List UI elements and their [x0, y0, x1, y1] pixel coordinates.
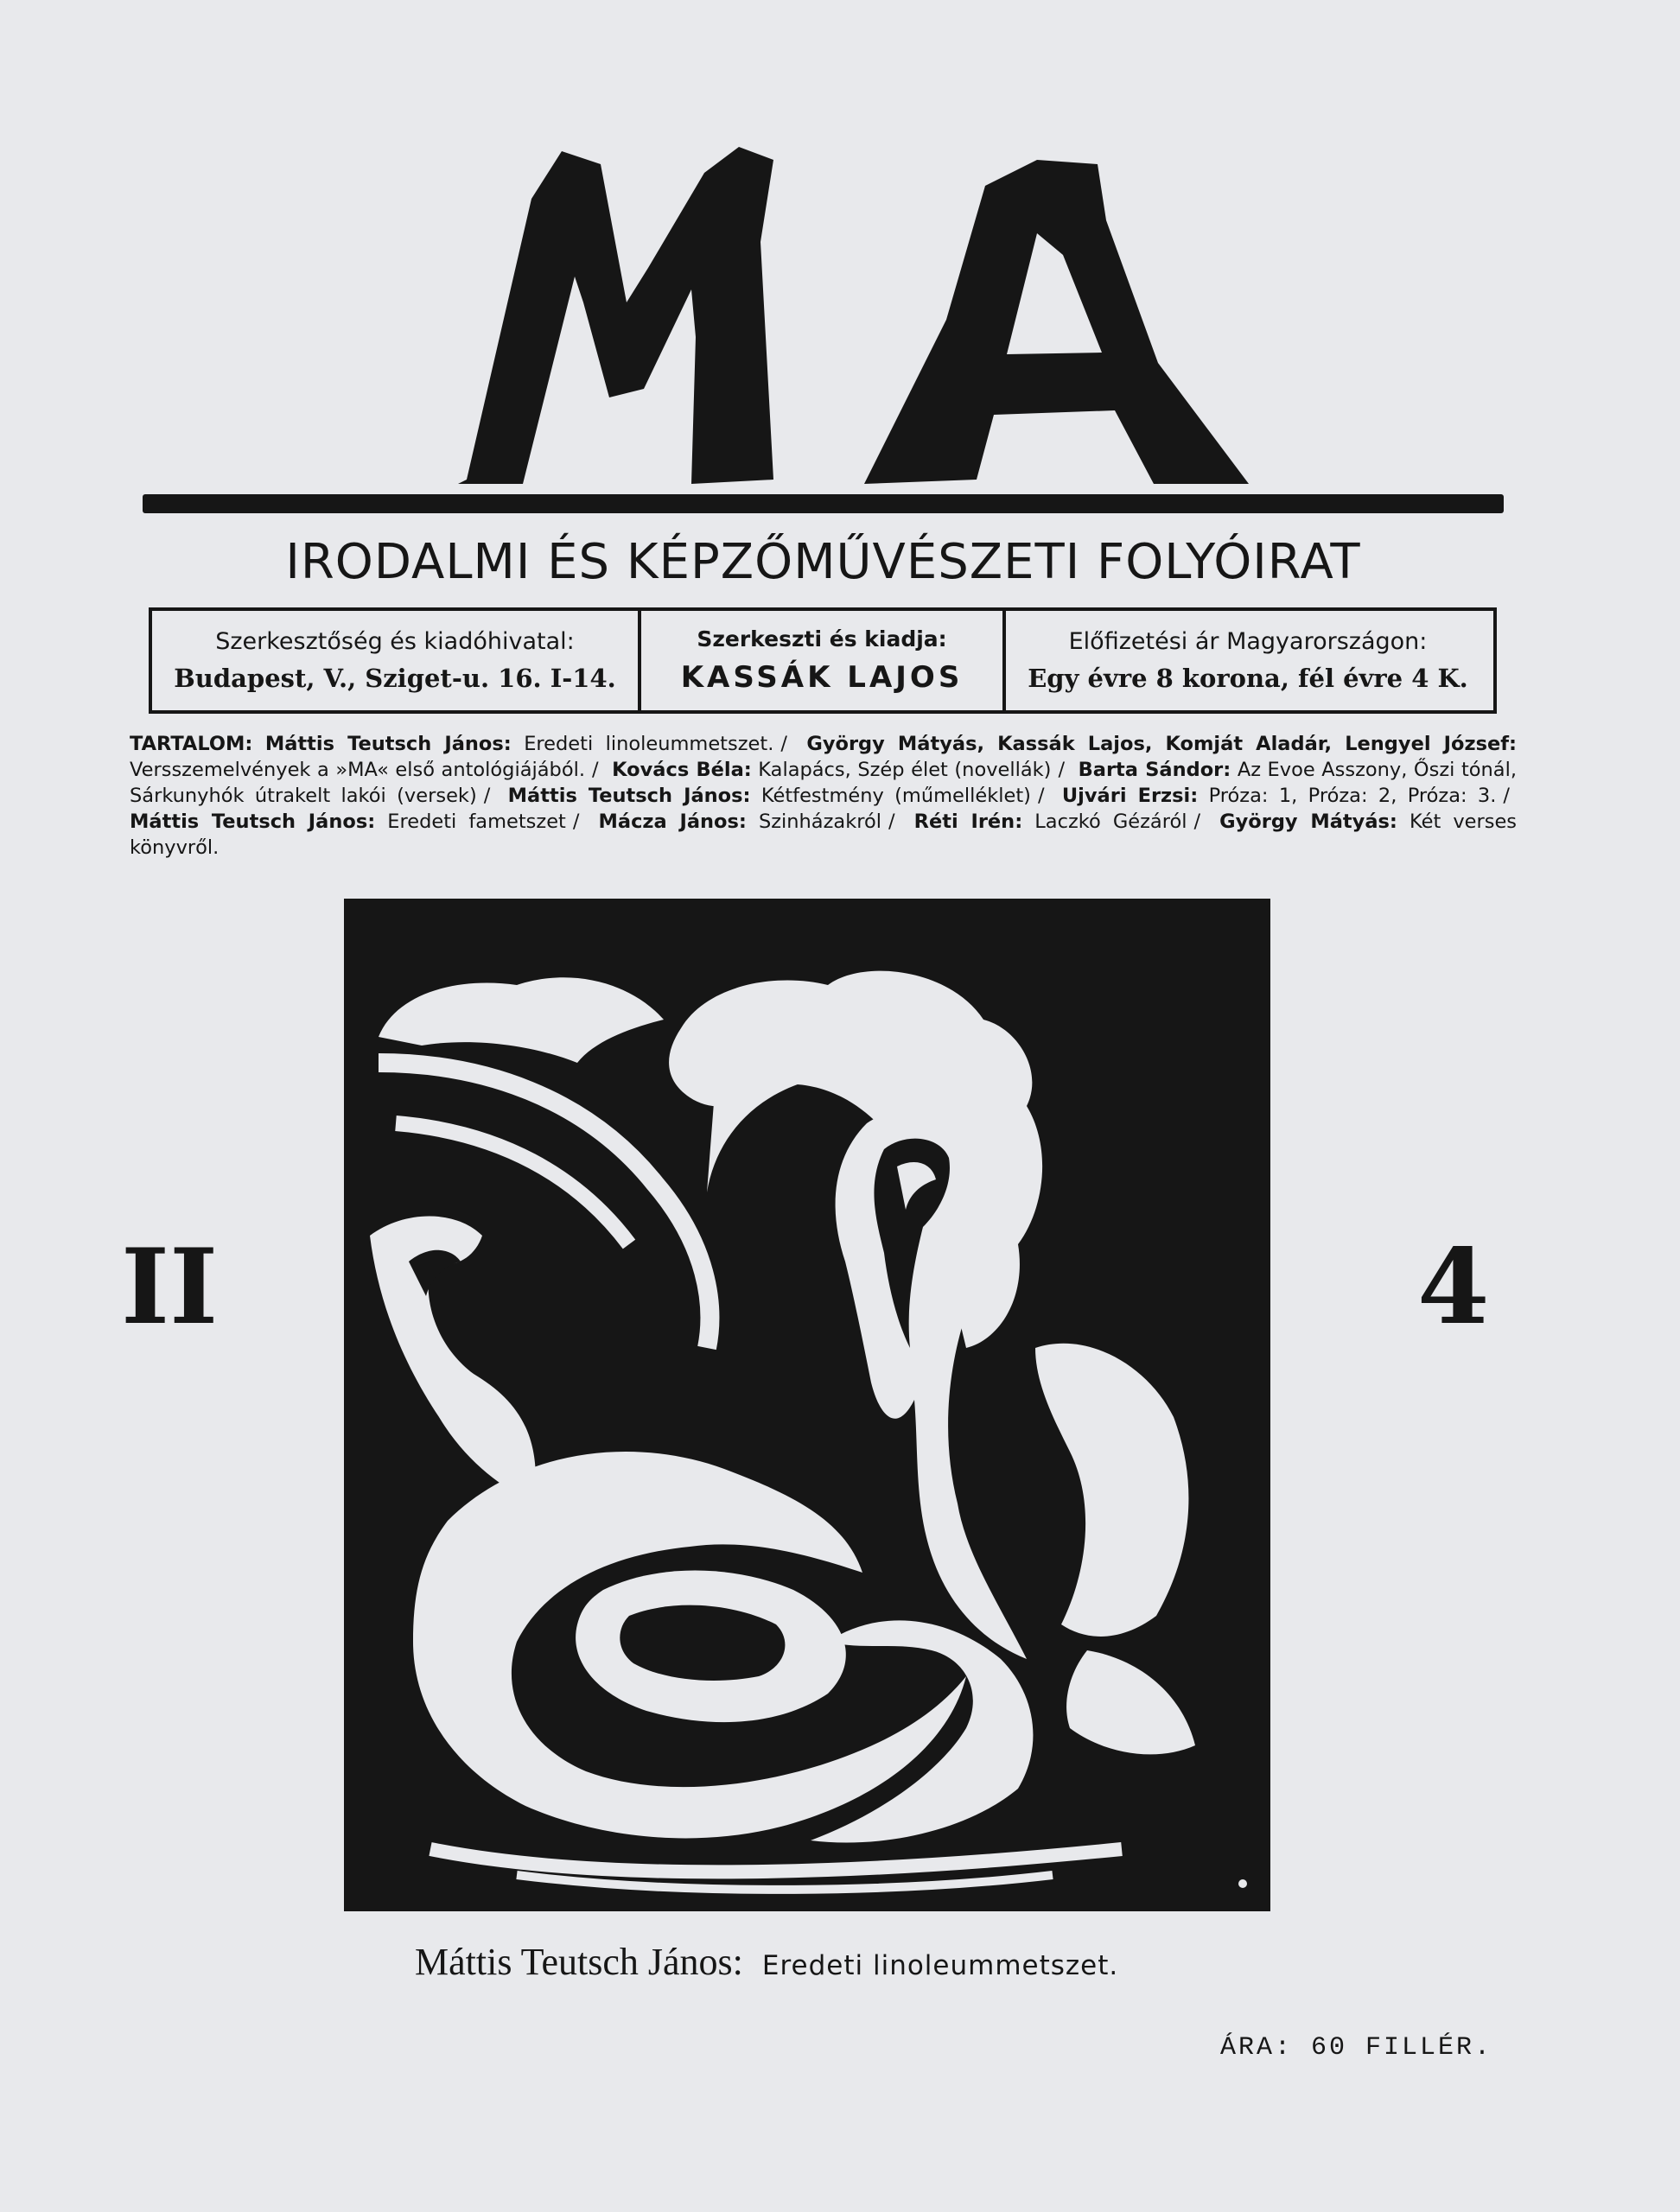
contents-item: [130, 810, 566, 833]
contents-author: Réti Irén:: [913, 810, 1023, 833]
contents-separator: /: [888, 810, 895, 833]
volume-number: II: [121, 1226, 219, 1348]
contents-item: [508, 785, 1031, 807]
journal-subtitle: IRODALMI ÉS KÉPZŐMŰVÉSZETI FOLYÓIRAT: [285, 534, 1361, 590]
table-of-contents: [130, 731, 1517, 861]
contents-author: György Mátyás, Kassák Lajos, Komját Aladár, Lengyel József:: [806, 733, 1518, 755]
caption-colon: :: [732, 1941, 743, 1983]
issue-price: ÁRA: 60 FILLÉR.: [1220, 2033, 1493, 2063]
editor-name: KASSÁK LAJOS: [680, 660, 964, 695]
caption-work-title: Eredeti linoleummetszet.: [761, 1950, 1119, 1981]
contents-title: Kalapács, Szép élet (novellák): [758, 759, 1052, 781]
contents-item: [599, 810, 881, 833]
contents-title: Próza: 1, Próza: 2, Próza: 3.: [1208, 785, 1497, 807]
masthead-logo: [432, 138, 1262, 501]
editor-cell: [641, 611, 1006, 710]
editorial-office-label: Szerkesztőség és kiadóhivatal:: [215, 628, 575, 655]
illustration-caption: [415, 1940, 1118, 1984]
contents-separator: /: [1503, 785, 1510, 807]
contents-title: Két verses könyvről.: [130, 810, 1518, 859]
subscription-label: Előfizetési ár Magyarországon:: [1068, 628, 1428, 655]
caption-author: Máttis Teutsch János: [415, 1941, 733, 1983]
contents-author: Kovács Béla:: [612, 759, 752, 781]
contents-author: György Mátyás:: [1219, 810, 1397, 833]
contents-separator: /: [483, 785, 491, 807]
contents-separator: /: [1037, 785, 1045, 807]
contents-author: Máttis Teutsch János:: [130, 810, 376, 833]
publisher-info-box: [149, 607, 1497, 714]
editorial-office-cell: [152, 611, 641, 710]
contents-title: Versszemelvények a »MA« első antológiájából.: [130, 759, 585, 781]
contents-title: Laczkó Gézáról: [1034, 810, 1187, 833]
contents-author: Máttis Teutsch János:: [264, 733, 512, 755]
contents-author: Máttis Teutsch János:: [507, 785, 751, 807]
contents-title: Kétfestmény (műmelléklet): [760, 785, 1031, 807]
contents-author: Barta Sándor:: [1078, 759, 1231, 781]
contents-title: Az Evoe Asszony, Őszi tónál, Sárkunyhók útrakelt lakói (versek): [130, 759, 1517, 807]
contents-title: Eredeti linoleummetszet.: [524, 733, 774, 755]
contents-item: [914, 810, 1187, 833]
contents-separator: /: [780, 733, 787, 755]
issue-number: 4: [1417, 1226, 1490, 1348]
contents-author: Ujvári Erzsi:: [1061, 785, 1199, 807]
contents-title: Eredeti fametszet: [387, 810, 566, 833]
ma-logo-icon: [432, 138, 1262, 501]
linocut-illustration: [344, 899, 1270, 1911]
subscription-price: Egy évre 8 korona, fél évre 4 K.: [1028, 664, 1468, 693]
subscription-cell: [1006, 611, 1490, 710]
contents-item: [265, 733, 774, 755]
linocut-image-icon: [344, 899, 1270, 1911]
contents-separator: /: [572, 810, 580, 833]
contents-title: Szinházakról: [758, 810, 881, 833]
editor-label: Szerkeszti és kiadja:: [697, 626, 947, 652]
contents-label: TARTALOM:: [130, 733, 253, 755]
contents-item: [612, 759, 1051, 781]
contents-separator: /: [1193, 810, 1201, 833]
contents-item: [1062, 785, 1497, 807]
contents-separator: /: [1058, 759, 1066, 781]
editorial-office-address: Budapest, V., Sziget-u. 16. I-14.: [174, 664, 616, 693]
contents-author: Mácza János:: [598, 810, 747, 833]
masthead-rule: [143, 494, 1504, 513]
contents-separator: /: [592, 759, 599, 781]
